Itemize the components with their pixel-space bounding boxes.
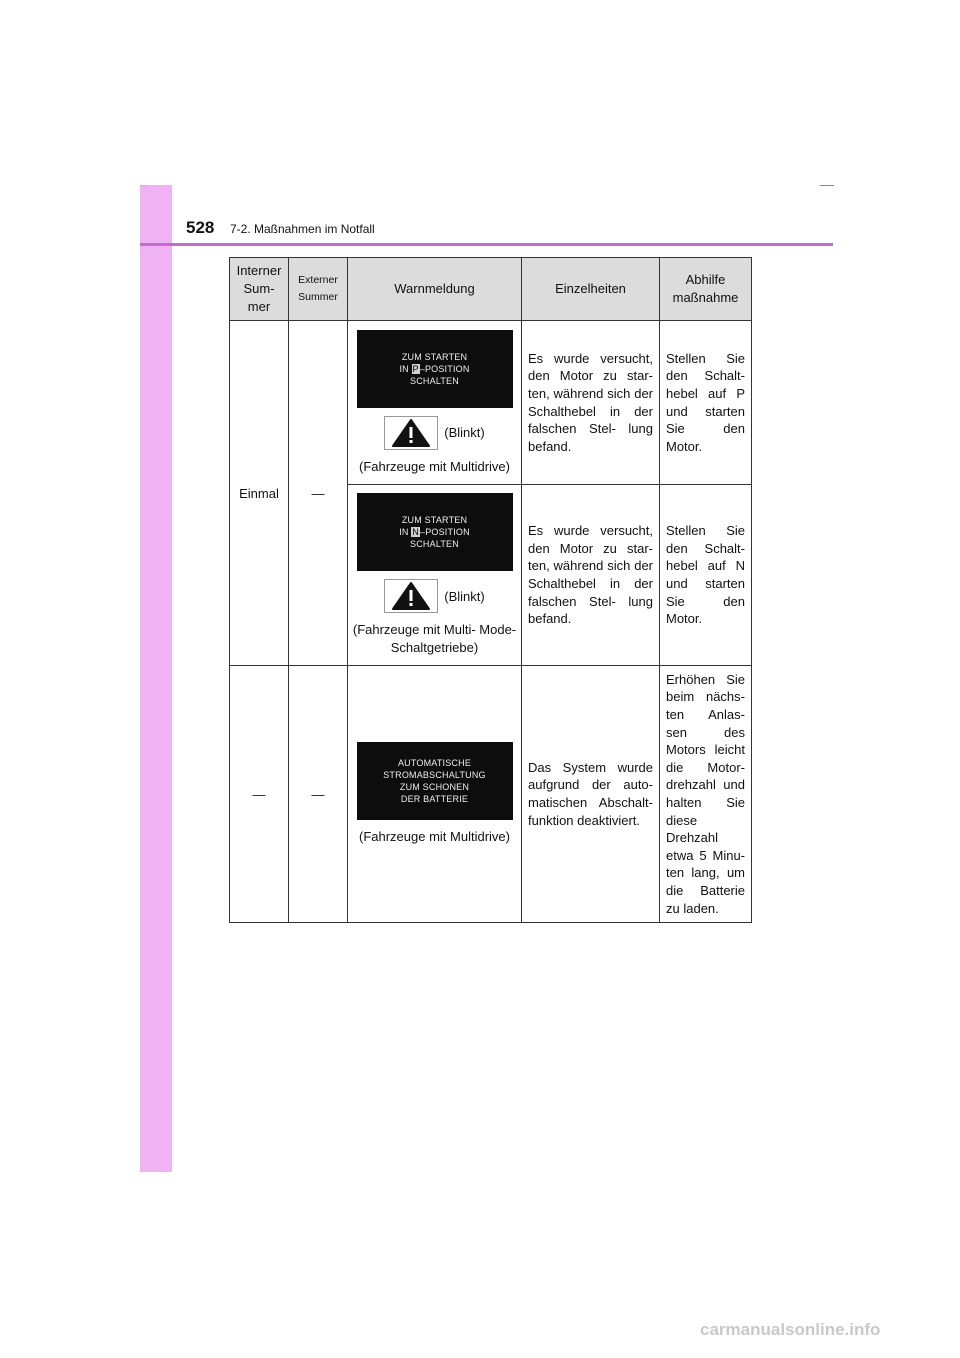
- external-buzzer-cell: —: [289, 321, 348, 666]
- crop-mark-right: [820, 185, 834, 186]
- warning-message-cell: [348, 666, 522, 923]
- vehicle-caption: (Fahrzeuge mit Multi- Mode-Schaltgetriebe): [352, 622, 517, 655]
- warning-triangle-icon: [384, 579, 438, 613]
- details-cell: Es wurde versucht, den Motor zu star- ten, während sich der Schalthebel in der falschen Stel- lung befand.: [522, 321, 660, 485]
- display-screen-image: ZUM STARTEN IN P–POSITION SCHALTEN: [357, 330, 513, 408]
- warning-message-cell: [348, 321, 522, 485]
- table-row: [230, 666, 752, 923]
- vehicle-caption: (Fahrzeuge mit Multidrive): [359, 829, 510, 844]
- remedy-cell: Stellen Sie den Schalt- hebel auf P und starten Sie den Motor.: [660, 321, 752, 485]
- section-title: 7-2. Maßnahmen im Notfall: [230, 222, 375, 236]
- details-cell: Es wurde versucht, den Motor zu star- ten, während sich der Schalthebel in der falschen Stel- lung befand.: [522, 485, 660, 666]
- crop-mark-left: [140, 185, 146, 186]
- watermark: carmanualsonline.info: [700, 1320, 881, 1339]
- vehicle-caption: (Fahrzeuge mit Multidrive): [359, 458, 510, 474]
- blink-label: (Blinkt): [444, 588, 485, 604]
- remedy-cell: Erhöhen Sie beim nächs- ten Anlas- sen des Motors leicht die Motor- drehzahl und halten Sie diese Drehzahl etwa 5 Minu- ten lang, um die Batterie zu laden.: [660, 666, 752, 923]
- remedy-cell: Stellen Sie den Schalt- hebel auf N und starten Sie den Motor.: [660, 485, 752, 666]
- warning-table: [229, 257, 752, 923]
- warning-triangle-icon: [384, 416, 438, 450]
- header-warning-message: Warnmeldung: [348, 258, 522, 321]
- header-remedy: Abhilfe maßnahme: [660, 258, 752, 321]
- header-external-buzzer: Externer Summer: [289, 258, 348, 321]
- external-buzzer-cell: —: [289, 666, 348, 923]
- display-screen-image: ZUM STARTEN IN N–POSITION SCHALTEN: [357, 493, 513, 571]
- table-row: [230, 321, 752, 485]
- table-header-row: [230, 258, 752, 321]
- display-screen-image: AUTOMATISCHE STROMABSCHALTUNG ZUM SCHONEN DER BATTERIE: [357, 742, 513, 820]
- internal-buzzer-cell: Einmal: [230, 321, 289, 666]
- chapter-sidebar-tab: [140, 185, 172, 1172]
- header-rule: [140, 243, 833, 246]
- warning-message-cell: [348, 485, 522, 666]
- page-number: 528: [186, 218, 215, 237]
- header-internal-buzzer: Interner Sum- mer: [230, 258, 289, 321]
- details-cell: Das System wurde aufgrund der auto- matischen Abschalt- funktion deaktiviert.: [522, 666, 660, 923]
- internal-buzzer-cell: —: [230, 666, 289, 923]
- header-details: Einzelheiten: [522, 258, 660, 321]
- blink-label: (Blinkt): [444, 425, 485, 440]
